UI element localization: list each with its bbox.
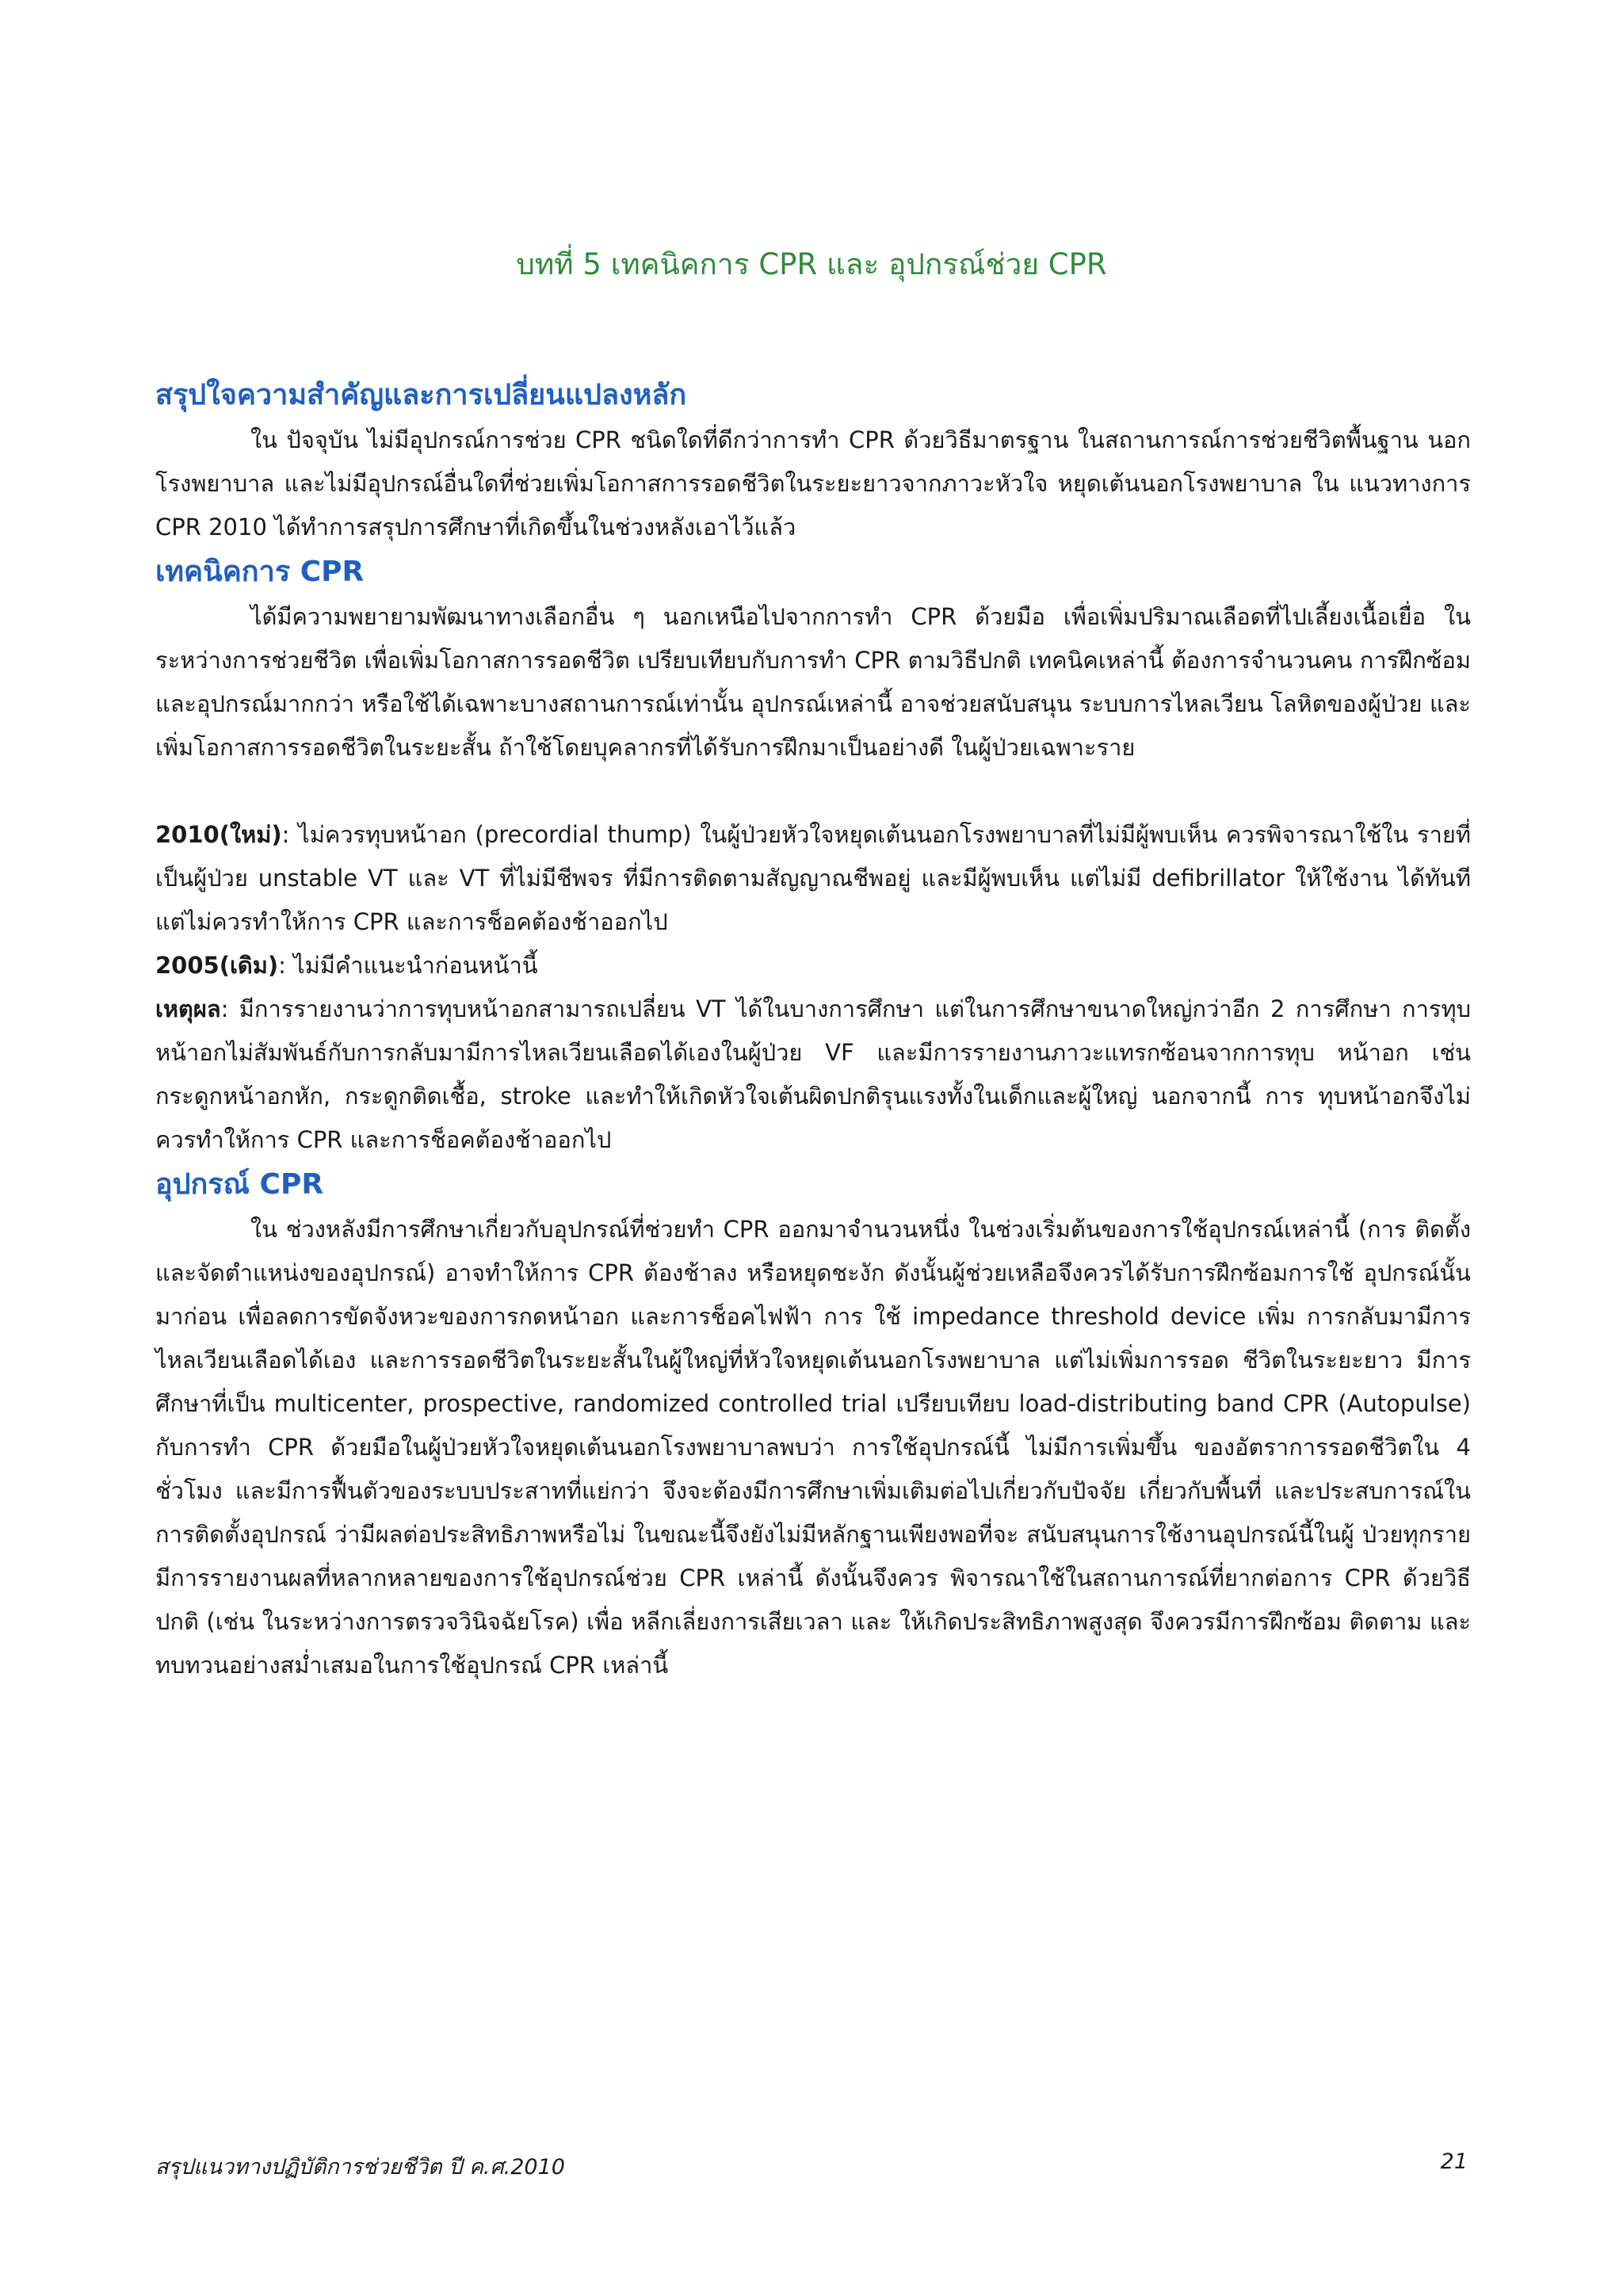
recommendation-old: [155, 944, 1471, 988]
summary-paragraph: ใน ปัจจุบัน ไม่มีอุปกรณ์การช่วย CPR ชนิดใดที่ดีกว่าการทำ CPR ด้วยวิธีมาตรฐาน ในสถานการณ์การช่วยชีวิตพื้นฐาน นอกโรงพยาบาล และไม่มีอุปกรณ์อื่นใดที่ช่วยเพิ่มโอกาสการรอดชีวิตในระยะยาวจากภาวะหัวใจ หยุดเต้นนอกโรงพยาบาล ใน แนวทางการ CPR 2010 ได้ทำการสรุปการศึกษาที่เกิดขึ้นในช่วงหลังเอาไว้แล้ว: [155, 426, 1471, 541]
section-heading-technique: เทคนิคการ CPR: [155, 556, 365, 588]
chapter-title: บทที่ 5 เทคนิคการ CPR และ อุปกรณ์ช่วย CPR: [516, 247, 1107, 281]
devices-paragraph: ใน ช่วงหลังมีการศึกษาเกี่ยวกับอุปกรณ์ที่ช่วยทำ CPR ออกมาจำนวนหนึ่ง ในช่วงเริ่มต้นของการใช้อุปกรณ์เหล่านี้ (การ ติดตั้ง และจัดตำแหน่งของอุปกรณ์) อาจทำให้การ CPR ต้องช้าลง หรือหยุดชะงัก ดังนั้นผู้ช่วยเหลือจึงควรได้รับการฝึกซ้อมการใช้ อุปกรณ์นั้นมาก่อน เพื่อลดการขัดจังหวะของการกดหน้าอก และการช็อคไฟฟ้า การ ใช้ impedance threshold device เพิ่ม การกลับมามีการไหลเวียนเลือดได้เอง และการรอดชีวิตในระยะสั้นในผู้ใหญ่ที่หัวใจหยุดเต้นนอกโรงพยาบาล แต่ไม่เพิ่มการรอด ชีวิตในระยะยาว มีการศึกษาที่เป็น multicenter, prospective, randomized controlled trial เปรียบเทียบ load-distributing band CPR (Autopulse) กับการทำ CPR ด้วยมือในผู้ป่วยหัวใจหยุดเต้นนอกโรงพยาบาลพบว่า การใช้อุปกรณ์นี้ ไม่มีการเพิ่มขึ้น ของอัตราการรอดชีวิตใน 4 ชั่วโมง และมีการฟื้นตัวของระบบประสาทที่แย่กว่า จึงจะต้องมีการศึกษาเพิ่มเติมต่อไปเกี่ยวกับปัจจัย เกี่ยวกับพื้นที่ และประสบการณ์ในการติดตั้งอุปกรณ์ ว่ามีผลต่อประสิทธิภาพหรือไม่ ในขณะนี้จึงยังไม่มีหลักฐานเพียงพอที่จะ สนับสนุนการใช้งานอุปกรณ์นี้ในผู้ ป่วยทุกราย มีการรายงานผลที่หลากหลายของการใช้อุปกรณ์ช่วย CPR เหล่านี้ ดังนั้นจึงควร พิจารณาใช้ในสถานการณ์ที่ยากต่อการ CPR ด้วยวิธีปกติ (เช่น ในระหว่างการตรวจวินิจฉัยโรค) เพื่อ หลีกเลี่ยงการเสียเวลา และ ให้เกิดประสิทธิภาพสูงสุด จึงควรมีการฝึกซ้อม ติดตาม และทบทวนอย่างสม่ำเสมอในการใช้อุปกรณ์ CPR เหล่านี้: [155, 1216, 1471, 1679]
section-summary: [155, 372, 1471, 549]
document-body: [155, 372, 1471, 1687]
section-heading-devices: อุปกรณ์ CPR: [155, 1168, 324, 1201]
recommendation-new-text: : ไม่ควรทุบหน้าอก (precordial thump) ในผู้ป่วยหัวใจหยุดเต้นนอกโรงพยาบาลที่ไม่มีผู้พบเห็น ควรพิจารณาใช้ใน รายที่เป็นผู้ป่วย unstable VT และ VT ที่ไม่มีชีพจร ที่มีการติดตามสัญญาณชีพอยู่ และมีผู้พบเห็น แต่ไม่มี defibrillator ให้ใช้งาน ได้ทันที แต่ไม่ควรทำให้การ CPR และการช็อคต้องช้าออกไป: [155, 821, 1471, 935]
technique-paragraph: ได้มีความพยายามพัฒนาทางเลือกอื่น ๆ นอกเหนือไปจากการทำ CPR ด้วยมือ เพื่อเพิ่มปริมาณเลือดที่ไปเลี้ยงเนื้อเยื่อ ในระหว่างการช่วยชีวิต เพื่อเพิ่มโอกาสการรอดชีวิต เปรียบเทียบกับการทำ CPR ตามวิธีปกติ เทคนิคเหล่านี้ ต้องการจำนวนคน การฝึกซ้อม และอุปกรณ์มากกว่า หรือใช้ได้เฉพาะบางสถานการณ์เท่านั้น อุปกรณ์เหล่านี้ อาจช่วยสนับสนุน ระบบการไหลเวียน โลหิตของผู้ป่วย และเพิ่มโอกาสการรอดชีวิตในระยะสั้น ถ้าใช้โดยบุคลากรที่ได้รับการฝึกมาเป็นอย่างดี ในผู้ป่วยเฉพาะราย: [155, 603, 1471, 761]
recommendation-old-text: : ไม่มีคำแนะนำก่อนหน้านี้: [278, 952, 538, 979]
footer-title: สรุปแนวทางปฏิบัติการช่วยชีวิต ปี ค.ศ.2010: [155, 2155, 565, 2179]
recommendation-reason-text: : มีการรายงานว่าการทุบหน้าอกสามารถเปลี่ยน VT ได้ในบางการศึกษา แต่ในการศึกษาขนาดใหญ่กว่าอีก 2 การศึกษา การทุบหน้าอกไม่สัมพันธ์กับการกลับมามีการไหลเวียนเลือดได้เองในผู้ป่วย VF และมีการรายงานภาวะแทรกซ้อนจากการทุบ หน้าอก เช่น กระดูกหน้าอกหัก, กระดูกติดเชื้อ, stroke และทำให้เกิดหัวใจเต้นผิดปกติรุนแรงทั้งในเด็กและผู้ใหญ่ นอกจากนี้ การ ทุบหน้าอกจึงไม่ควรทำให้การ CPR และการช็อคต้องช้าออกไป: [155, 995, 1471, 1153]
recommendation-reason: [155, 988, 1471, 1162]
section-heading-summary: สรุปใจความสำคัญและการเปลี่ยนแปลงหลัก: [155, 379, 687, 411]
paragraph-gap: [155, 770, 1471, 813]
section-devices: [155, 1162, 1471, 1687]
recommendation-new-label: 2010(ใหม่): [155, 821, 282, 848]
recommendation-old-label: 2005(เดิม): [155, 952, 279, 979]
page-number: 21: [1440, 2149, 1468, 2174]
recommendation-new: [155, 813, 1471, 944]
recommendation-reason-label: เหตุผล: [155, 995, 221, 1022]
section-technique: [155, 549, 1471, 1162]
